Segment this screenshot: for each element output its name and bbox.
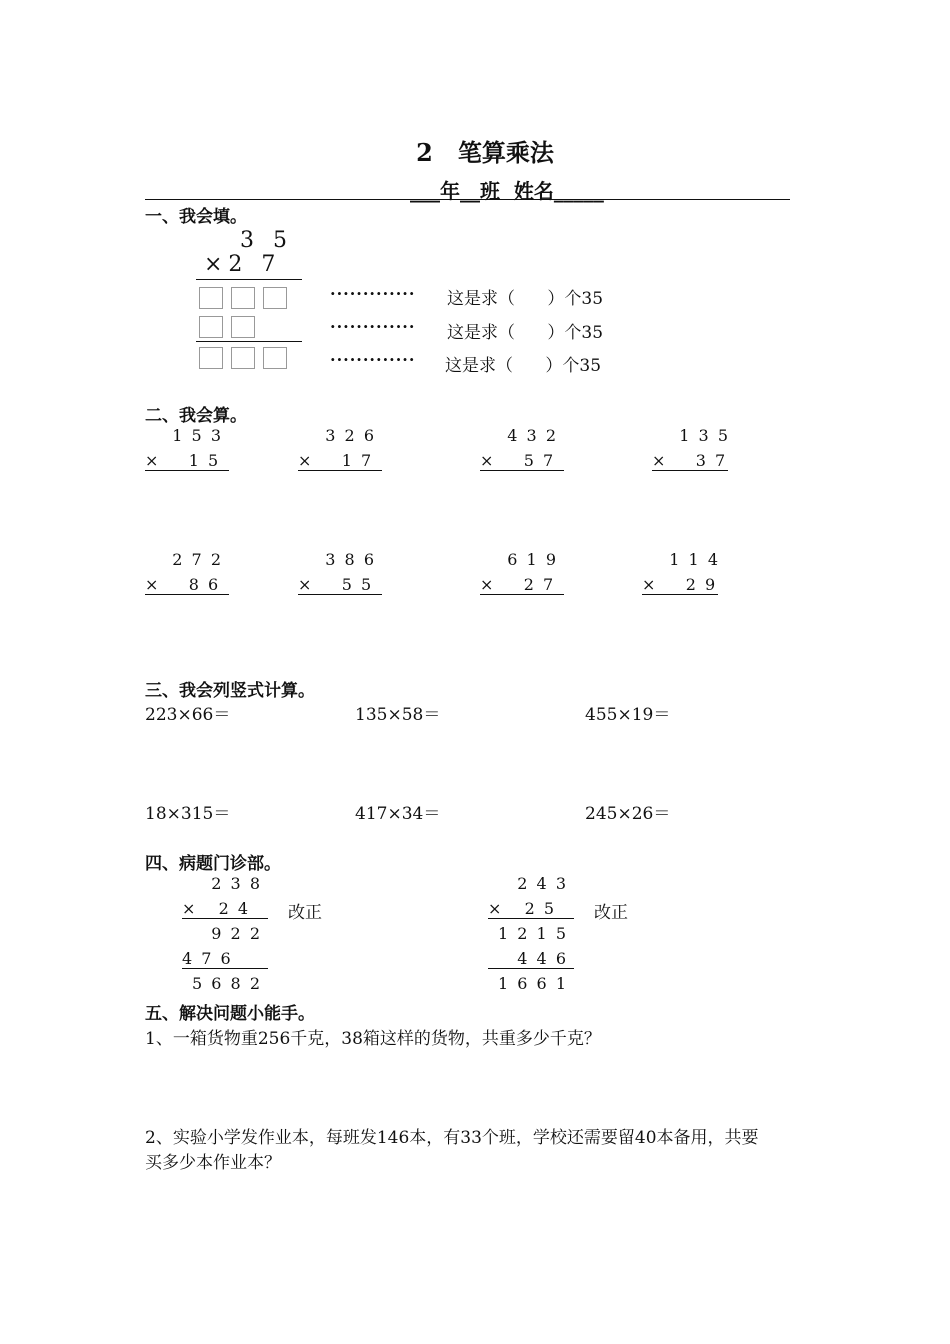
s4-right-fix-label: 改正: [594, 903, 628, 923]
s2-multiplier: × 2 9: [642, 575, 718, 594]
s2-multiplicand: 2 7 2: [172, 550, 223, 569]
s1-multiplicand: 3 5: [240, 228, 293, 253]
s4-left-partial-1: 9 2 2: [211, 924, 262, 943]
s2-multiplier: × 8 6: [145, 575, 229, 595]
s4-right-multiplier: × 2 5: [488, 899, 574, 919]
s4-left-partial-2: 4 7 6: [182, 949, 268, 969]
leader-dots: ·············: [330, 284, 416, 303]
s5-question-2-line-2: 买多少本作业本？: [145, 1153, 281, 1173]
s5-question-2-line-1: 2、实验小学发作业本，每班发146本，有33个班，学校还需要留40本备用，共要: [145, 1128, 759, 1148]
s2-multiplier: × 5 5: [298, 575, 382, 595]
page-title: 2 笔算乘法: [416, 138, 554, 167]
s4-right-multiplicand: 2 4 3: [517, 874, 568, 893]
s4-left-multiplicand: 2 3 8: [211, 874, 262, 893]
s1-row-text: 这是求（ ）个35: [445, 356, 602, 376]
s4-right-partial-1: 1 2 1 5: [498, 924, 568, 943]
header-divider: [145, 199, 790, 200]
section-5-heading: 五、解决问题小能手。: [145, 1004, 315, 1024]
answer-box[interactable]: [199, 347, 223, 369]
answer-box[interactable]: [263, 347, 287, 369]
s4-left-product: 5 6 8 2: [192, 974, 262, 993]
s2-multiplicand: 1 3 5: [679, 426, 730, 445]
section-4-heading: 四、病题门诊部。: [145, 854, 281, 874]
s2-multiplicand: 1 1 4: [669, 550, 720, 569]
s2-multiplicand: 3 2 6: [325, 426, 376, 445]
s3-problem: 245×26＝: [585, 804, 671, 824]
s1-multiplier: ×2 7: [204, 252, 282, 277]
answer-box[interactable]: [199, 316, 223, 338]
leader-dots: ·············: [330, 350, 416, 369]
s2-multiplier: × 5 7: [480, 451, 564, 471]
s3-problem: 135×58＝: [355, 705, 441, 725]
s2-multiplicand: 6 1 9: [507, 550, 558, 569]
section-3-heading: 三、我会列竖式计算。: [145, 681, 315, 701]
s4-left-fix-label: 改正: [288, 903, 322, 923]
section-2-heading: 二、我会算。: [145, 406, 247, 426]
s2-multiplier: × 3 7: [652, 451, 728, 470]
s1-rule-1: [196, 279, 302, 280]
s1-row-text: 这是求（ ）个35: [447, 289, 604, 309]
s3-problem: 18×315＝: [145, 804, 231, 824]
s4-right-partial-2: 4 4 6: [488, 949, 574, 969]
class-name-line: ___年__班 姓名_____: [410, 179, 604, 203]
s2-multiplier: × 2 7: [480, 575, 564, 595]
s1-rule-2: [196, 341, 302, 342]
answer-box[interactable]: [231, 287, 255, 309]
answer-box[interactable]: [231, 347, 255, 369]
s4-left-multiplier: × 2 4: [182, 899, 268, 919]
s5-question-1: 1、一箱货物重256千克，38箱这样的货物，共重多少千克？: [145, 1029, 601, 1049]
s2-multiplier: × 1 5: [145, 451, 229, 471]
s2-multiplicand: 4 3 2: [507, 426, 558, 445]
answer-box[interactable]: [199, 287, 223, 309]
s2-multiplicand: 1 5 3: [172, 426, 223, 445]
answer-box[interactable]: [231, 316, 255, 338]
answer-box[interactable]: [263, 287, 287, 309]
s1-row-text: 这是求（ ）个35: [447, 323, 604, 343]
s2-multiplicand: 3 8 6: [325, 550, 376, 569]
section-1-heading: 一、我会填。: [145, 207, 247, 227]
leader-dots: ·············: [330, 317, 416, 336]
s3-problem: 417×34＝: [355, 804, 441, 824]
s4-right-product: 1 6 6 1: [498, 974, 568, 993]
s3-problem: 455×19＝: [585, 705, 671, 725]
s2-multiplier: × 1 7: [298, 451, 382, 471]
s3-problem: 223×66＝: [145, 705, 231, 725]
